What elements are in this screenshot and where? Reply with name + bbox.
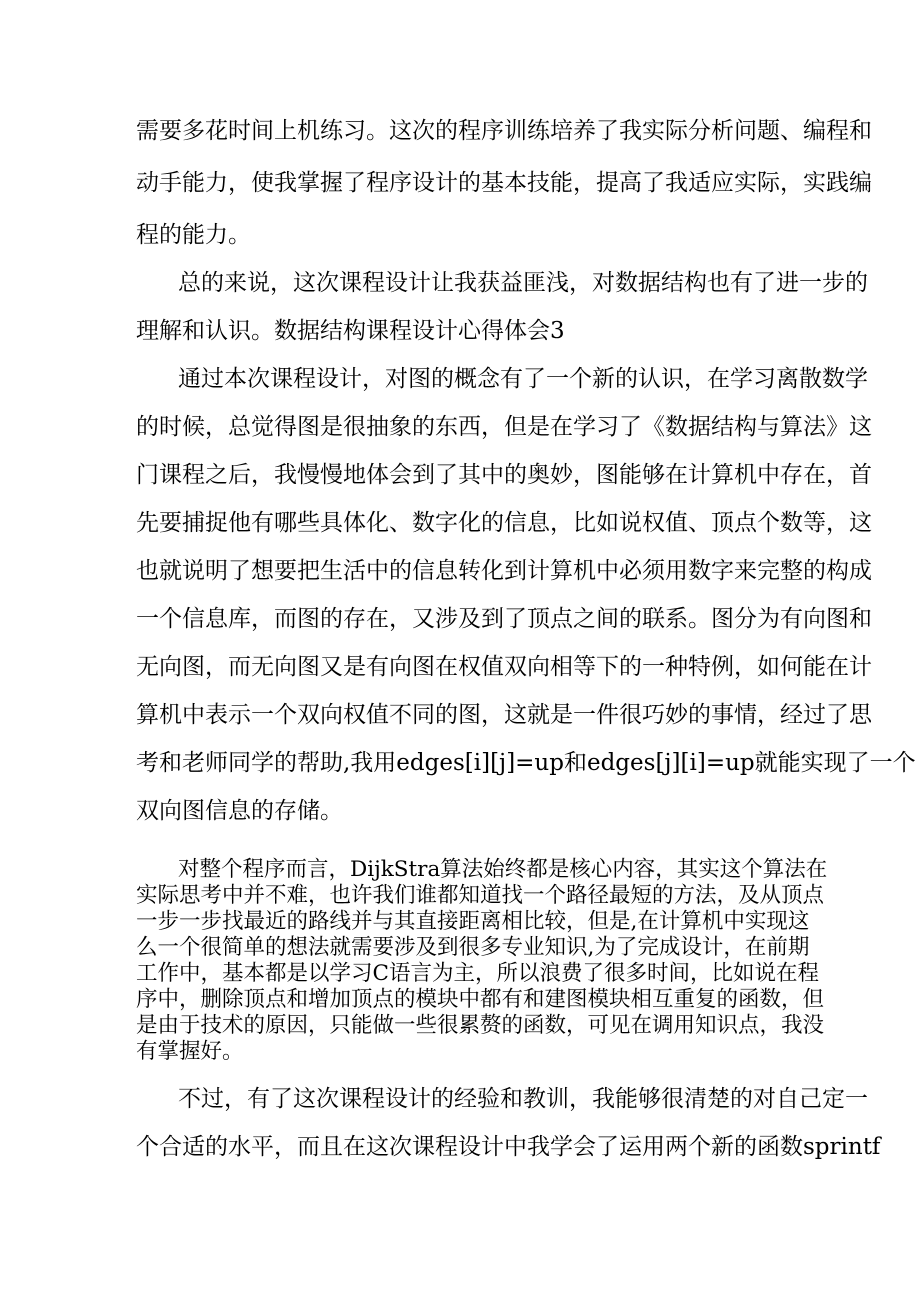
paragraph-4-line-7: 是由于技术的原因，只能做一些很累赘的函数，可见在调用知识点，我没 (136, 1013, 825, 1038)
paragraph-5-line-1: 不过，有了这次课程设计的经验和教训，我能够很清楚的对自己定一 (178, 1086, 868, 1112)
paragraph-3-line-6: 一个信息库，而图的存在，又涉及到了顶点之间的联系。图分为有向图和 (136, 606, 872, 632)
paragraph-4-line-8: 有掌握好。 (136, 1039, 244, 1064)
paragraph-4-line-1: 对整个程序而言，DijkStra算法始终都是核心内容，其实这个算法在 (178, 857, 828, 882)
paragraph-4-line-4: 么一个很简单的想法就需要涉及到很多专业知识,为了完成设计，在前期 (136, 935, 810, 960)
paragraph-3-line-10: 双向图信息的存储。 (136, 798, 343, 824)
paragraph-3-line-1: 通过本次课程设计，对图的概念有了一个新的认识，在学习离散数学 (178, 366, 868, 392)
paragraph-3-line-7: 无向图，而无向图又是有向图在权值双向相等下的一种特例，如何能在计 (136, 654, 872, 680)
paragraph-4-line-5: 工作中，基本都是以学习C语言为主，所以浪费了很多时间，比如说在程 (136, 961, 819, 986)
paragraph-3-line-3: 门课程之后，我慢慢地体会到了其中的奥妙，图能够在计算机中存在，首 (136, 462, 872, 488)
paragraph-4-line-6: 序中，删除顶点和增加顶点的模块中都有和建图模块相互重复的函数，但 (136, 987, 825, 1012)
paragraph-1-line-3: 程的能力。 (136, 222, 251, 248)
paragraph-2-line-1: 总的来说，这次课程设计让我获益匪浅，对数据结构也有了进一步的 (178, 270, 868, 296)
paragraph-2-line-2: 理解和认识。数据结构课程设计心得体会3 (136, 318, 565, 344)
paragraph-5-line-2: 个合适的水平，而且在这次课程设计中我学会了运用两个新的函数sprintf (136, 1134, 881, 1160)
paragraph-1-line-2: 动手能力，使我掌握了程序设计的基本技能，提高了我适应实际，实践编 (136, 170, 872, 196)
paragraph-4-line-3: 一步一步找最近的路线并与其直接距离相比较，但是,在计算机中实现这 (136, 909, 810, 934)
paragraph-3-line-9: 考和老师同学的帮助,我用edges[i][j]=up和edges[j][i]=up就能实现了一个 (136, 750, 916, 776)
paragraph-4-line-2: 实际思考中并不难，也许我们谁都知道找一个路径最短的方法，及从顶点 (136, 883, 825, 908)
paragraph-3-line-2: 的时候，总觉得图是很抽象的东西，但是在学习了《数据结构与算法》这 (136, 414, 872, 440)
paragraph-1-line-1: 需要多花时间上机练习。这次的程序训练培养了我实际分析问题、编程和 (136, 118, 872, 144)
paragraph-3-line-5: 也就说明了想要把生活中的信息转化到计算机中必须用数字来完整的构成 (136, 558, 872, 584)
paragraph-3-line-4: 先要捕捉他有哪些具体化、数字化的信息，比如说权值、顶点个数等，这 (136, 510, 872, 536)
paragraph-3-line-8: 算机中表示一个双向权值不同的图，这就是一件很巧妙的事情，经过了思 (136, 702, 872, 728)
